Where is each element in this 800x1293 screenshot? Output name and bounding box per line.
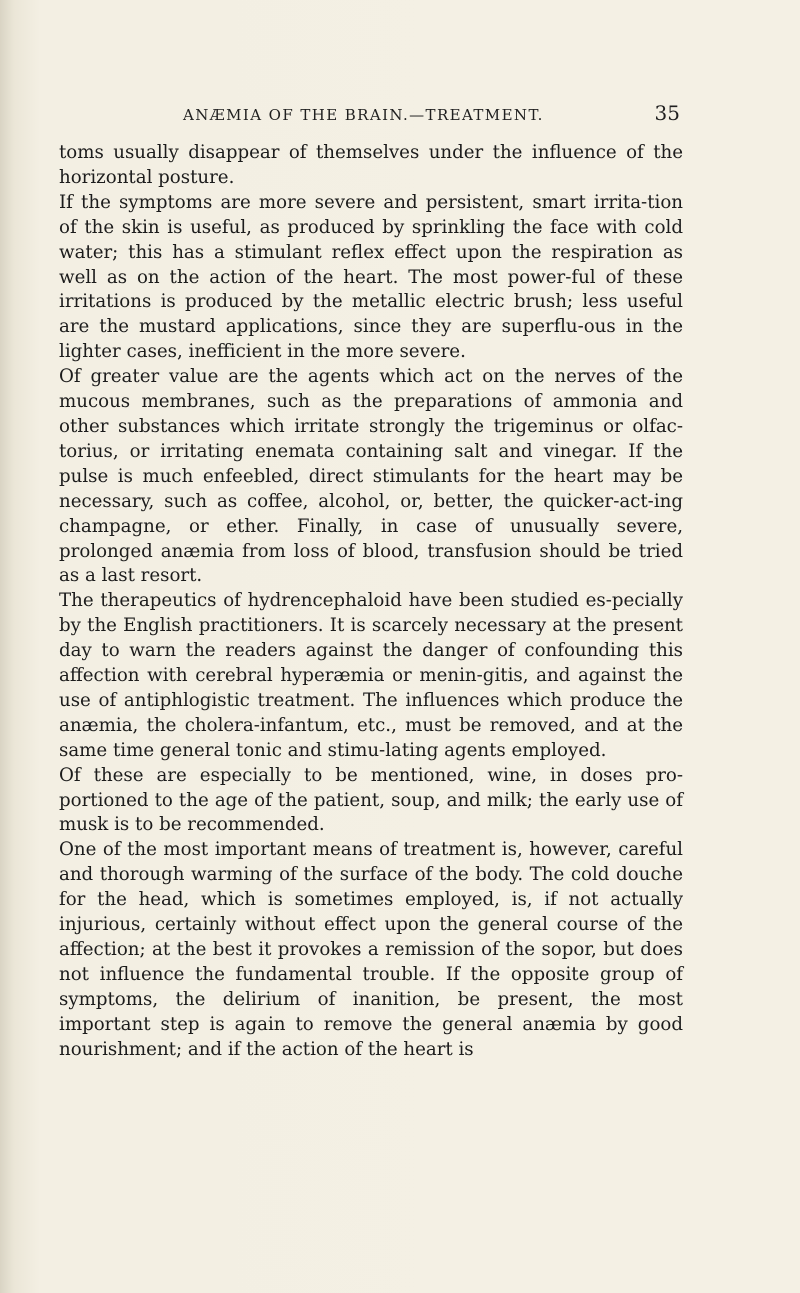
paragraph: Of these are especially to be mentioned, wine, in doses pro-portioned to the age of the patient, soup, and milk; the early use of musk is to be recommended. xyxy=(59,764,683,836)
paragraph: The therapeutics of hydrencephaloid have been studied es-pecially by the English practitioners. It is scarcely necessary at the present day to warn the readers against the danger of confounding this affection with cerebral hyperæmia or menin-gitis, and against the use of antiphlogistic treatment. The influences which produce the anæmia, the cholera-infantum, etc., must be removed, and at the same time general tonic and stimu-lating agents employed. xyxy=(59,590,683,761)
paragraph: toms usually disappear of themselves under the influence of the horizontal posture. xyxy=(59,142,683,188)
page-number: 35 xyxy=(654,101,680,125)
running-head xyxy=(180,101,680,125)
paragraph: One of the most important means of treatment is, however, careful and thorough warming of the surface of the body. The cold douche for the head, which is sometimes employed, is, if not actually injurious, certainly without effect upon the general course of the affection; at the best it provokes a remission of the sopor, but does not influence the fundamental trouble. If the opposite group of symptoms, the delirium of inanition, be present, the most important step is again to remove the general anæmia by good nourishment; and if the action of the heart is xyxy=(59,839,683,1060)
paragraph: Of greater value are the agents which act on the nerves of the mucous membranes, such as the preparations of ammonia and other substances which irritate strongly the trigeminus or olfac-torius, or irritating enemata containing salt and vinegar. If the pulse is much enfeebled, direct stimulants for the heart may be necessary, such as coffee, alcohol, or, better, the quicker-act-ing champagne, or ether. Finally, in case of unusually severe, prolonged anæmia from loss of blood, transfusion should be tried as a last resort. xyxy=(59,366,683,587)
body-text xyxy=(59,141,683,1063)
paragraph: If the symptoms are more severe and persistent, smart irrita-tion of the skin is useful, as produced by sprinkling the face with cold water; this has a stimulant reflex effect upon the respiration as well as on the action of the heart. The most power-ful of these irritations is produced by the metallic electric brush; less useful are the mustard applications, since they are superflu-ous in the lighter cases, inefficient in the more severe. xyxy=(59,191,683,363)
running-title: ANÆMIA OF THE BRAIN.—TREATMENT. xyxy=(183,106,544,124)
